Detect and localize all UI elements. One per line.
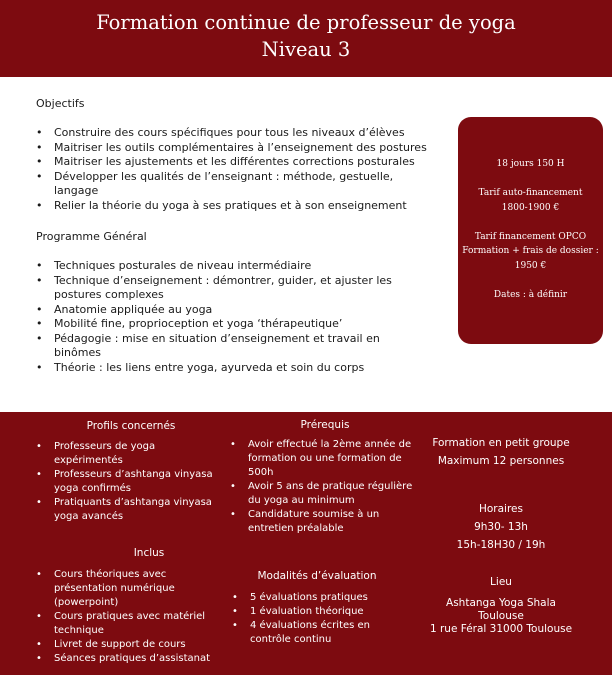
group-line2: Maximum 12 personnes xyxy=(437,455,565,467)
header-banner xyxy=(0,0,612,77)
horaires-line1: 9h30- 13h xyxy=(474,521,528,533)
list-item: • Cours pratiques avec matériel technique xyxy=(36,610,226,638)
self-funding-label: Tarif auto-financement xyxy=(478,188,583,198)
list-item: • Séances pratiques d’assistanat xyxy=(36,652,226,666)
list-item: • Livret de support de cours xyxy=(36,638,226,652)
inclus-list xyxy=(36,568,226,666)
list-item: • Pédagogie : mise en situation d’enseignement et travail en binômes xyxy=(36,332,416,361)
list-item: • Professeurs de yoga expérimentés xyxy=(36,440,226,468)
list-item: • Construire des cours spécifiques pour tous les niveaux d’élèves xyxy=(36,126,431,141)
footer-panel xyxy=(0,412,612,675)
list-item: • 4 évaluations écrites en contrôle continu xyxy=(232,619,412,647)
horaires-info xyxy=(426,500,576,554)
list-item: • Théorie : les liens entre yoga, ayurveda et soin du corps xyxy=(36,361,416,376)
list-item: • Anatomie appliquée au yoga xyxy=(36,303,416,318)
group-info xyxy=(426,437,576,467)
opco-price: 1950 € xyxy=(514,260,547,271)
duration: 18 jours 150 H xyxy=(496,159,565,169)
programme-heading: Programme Général xyxy=(36,230,147,243)
opco-detail: Formation + frais de dossier : xyxy=(462,246,599,256)
lieu-heading: Lieu xyxy=(490,576,512,588)
lieu-line3: 1 rue Féral 31000 Toulouse xyxy=(429,623,573,635)
info-box xyxy=(458,117,603,344)
list-item: • Cours théoriques avec présentation numérique (powerpoint) xyxy=(36,568,226,610)
prerequis-list xyxy=(230,438,420,536)
objectifs-heading: Objectifs xyxy=(36,97,85,110)
objectifs-list xyxy=(36,126,431,213)
dates: Dates : à définir xyxy=(493,289,568,300)
lieu-info xyxy=(426,576,576,636)
group-line1: Formation en petit groupe xyxy=(432,437,570,449)
prerequis-heading: Prérequis xyxy=(300,419,350,431)
self-funding-price: 1800-1900 € xyxy=(501,202,560,213)
evaluation-heading: Modalités d’évaluation xyxy=(257,570,377,582)
list-item: • Pratiquants d’ashtanga vinyasa yoga avancés xyxy=(36,496,226,524)
lieu-line2: Toulouse xyxy=(478,610,524,622)
list-item: • Développer les qualités de l’enseignant : méthode, gestuelle, langage xyxy=(36,170,431,199)
programme-list xyxy=(36,259,416,375)
list-item: • Professeurs d’ashtanga vinyasa yoga confirmés xyxy=(36,468,226,496)
list-item: • Mobilité fine, proprioception et yoga ‘thérapeutique’ xyxy=(36,317,416,332)
inclus-heading: Inclus xyxy=(133,547,165,559)
list-item: • 1 évaluation théorique xyxy=(232,605,412,619)
list-item: • Technique d’enseignement : démontrer, guider, et ajuster les postures complexes xyxy=(36,274,416,303)
opco-label: Tarif financement OPCO xyxy=(474,231,587,242)
list-item: • Techniques posturales de niveau intermédiaire xyxy=(36,259,416,274)
list-item: • Avoir 5 ans de pratique régulière du yoga au minimum xyxy=(230,480,420,508)
lieu-line1: Ashtanga Yoga Shala xyxy=(446,597,556,609)
page-title-line2: Niveau 3 xyxy=(261,38,351,61)
profils-list xyxy=(36,440,226,524)
list-item: • Maitriser les ajustements et les différentes corrections posturales xyxy=(36,155,431,170)
list-item: • 5 évaluations pratiques xyxy=(232,591,412,605)
list-item: • Maitriser les outils complémentaires à l’enseignement des postures xyxy=(36,141,431,156)
horaires-heading: Horaires xyxy=(478,503,523,515)
list-item: • Relier la théorie du yoga à ses pratiques et à son enseignement xyxy=(36,199,431,214)
page-title-line1: Formation continue de professeur de yoga xyxy=(96,11,516,34)
evaluation-list xyxy=(232,591,412,647)
horaires-line2: 15h-18H30 / 19h xyxy=(456,539,546,551)
profils-heading: Profils concernés xyxy=(86,420,176,432)
list-item: • Avoir effectué la 2ème année de formation ou une formation de 500h xyxy=(230,438,420,480)
list-item: • Candidature soumise à un entretien préalable xyxy=(230,508,420,536)
